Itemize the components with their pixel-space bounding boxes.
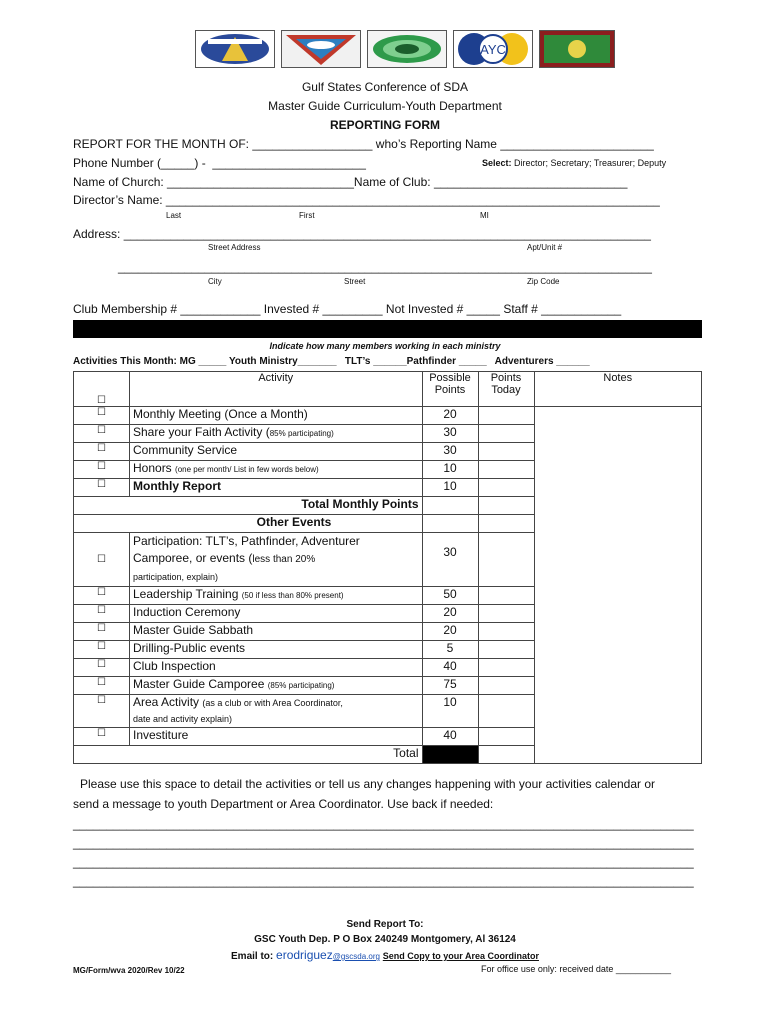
label-first: First (299, 211, 315, 220)
mailing-address: GSC Youth Dep. P O Box 240249 Montgomery, Al 36124 (254, 934, 516, 945)
office-use: For office use only: received date ___________ (481, 964, 671, 974)
possible-points: 10 (422, 461, 478, 479)
checkbox[interactable]: ☐ (74, 695, 130, 728)
header-points-today: Points Today (478, 372, 534, 407)
points-today-cell[interactable] (478, 587, 534, 605)
possible-points: 40 (422, 728, 478, 746)
checkbox[interactable]: ☐ (74, 659, 130, 677)
details-blank-3[interactable]: _____________________________________________________________________________________________ (73, 855, 694, 869)
checkbox[interactable]: ☐ (74, 728, 130, 746)
activity-name: Induction Ceremony (130, 605, 423, 623)
details-blank-4[interactable]: _____________________________________________________________________________________________ (73, 874, 694, 888)
points-today-cell[interactable] (478, 425, 534, 443)
pathfinder-logo-icon (281, 30, 361, 68)
activity-name: Community Service (130, 443, 423, 461)
activity-name: Area Activity (as a club or with Area Coordinator, date and activity explain) (130, 695, 423, 728)
checkbox[interactable]: ☐ (74, 443, 130, 461)
points-today-cell[interactable] (478, 695, 534, 728)
table-row (74, 407, 702, 425)
director-name-field[interactable]: Director’s Name: __________________________________________________________________________ (73, 193, 660, 207)
ministry-logo-icon (367, 30, 447, 68)
instruction: Indicate how many members working in each ministry (269, 341, 501, 351)
notes-cell[interactable] (534, 407, 702, 764)
send-report-to: Send Report To: (346, 919, 424, 930)
ayc-logo-icon (453, 30, 533, 68)
header-possible-points: Possible Points (422, 372, 478, 407)
points-today-cell[interactable] (478, 728, 534, 746)
points-today-cell[interactable] (478, 677, 534, 695)
header-logos (195, 30, 615, 68)
points-today-cell[interactable] (478, 461, 534, 479)
activity-name: Monthly Report (130, 479, 423, 497)
total-label: Total (130, 746, 423, 764)
points-today-cell[interactable] (478, 533, 534, 587)
label-last: Last (166, 211, 182, 220)
activity-name: Club Inspection (130, 659, 423, 677)
activities-table (73, 371, 702, 764)
activity-name: Participation: TLT’s, Pathfinder, Adventurer Camporee, or events (less than 20% participation, explain) (130, 533, 423, 587)
master-guide-logo-icon (195, 30, 275, 68)
email-link[interactable]: erodriguez@gscsda.org (276, 948, 380, 962)
activity-name: Monthly Meeting (Once a Month) (130, 407, 423, 425)
possible-points: 30 (422, 443, 478, 461)
points-today-cell[interactable] (478, 659, 534, 677)
select-role[interactable] (482, 158, 666, 168)
activity-name: Leadership Training (50 if less than 80% present) (130, 587, 423, 605)
details-blank-1[interactable]: _____________________________________________________________________________________________ (73, 817, 694, 831)
possible-points: 30 (422, 425, 478, 443)
activity-name: Master Guide Sabbath (130, 623, 423, 641)
checkbox[interactable]: ☐ (74, 677, 130, 695)
form-title: REPORTING FORM (330, 118, 440, 132)
header-checkbox: ☐ (74, 372, 130, 407)
email-line (0, 948, 770, 962)
activity-name: Master Guide Camporee (85% participating) (130, 677, 423, 695)
activity-name: Honors (one per month/ List in few words below) (130, 461, 423, 479)
divider-bar (73, 320, 702, 338)
label-apt-unit: Apt/Unit # (527, 243, 563, 252)
label-street: Street (344, 277, 366, 286)
copy-note: Send Copy to your Area Coordinator (382, 951, 539, 961)
possible-points: 10 (422, 695, 478, 728)
possible-points: 75 (422, 677, 478, 695)
address-field[interactable]: Address: _______________________________________________________________________________ (73, 227, 651, 241)
form-id: MG/Form/wva 2020/Rev 10/22 (73, 966, 185, 975)
membership-field[interactable]: Club Membership # ____________ Invested # _________ Not Invested # _____ Staff # ____________ (73, 302, 622, 316)
checkbox[interactable]: ☐ (74, 479, 130, 497)
checkbox[interactable]: ☐ (74, 605, 130, 623)
header-notes: Notes (534, 372, 702, 407)
select-options: Director; Secretary; Treasurer; Deputy (514, 158, 667, 168)
activities-summary[interactable]: Activities This Month: MG _____ Youth Ministry_______ TLT’s ______Pathfinder _____ Adventurers ______ (73, 356, 590, 367)
possible-points: 30 (422, 533, 478, 587)
email-label: Email to: (231, 951, 274, 962)
label-street-address: Street Address (208, 243, 261, 252)
conference-logo-icon (539, 30, 615, 68)
label-mi: MI (480, 211, 489, 220)
checkbox[interactable]: ☐ (74, 533, 130, 587)
checkbox[interactable]: ☐ (74, 425, 130, 443)
activity-name: Share your Faith Activity (85% participating) (130, 425, 423, 443)
department-name: Master Guide Curriculum-Youth Department (268, 99, 502, 113)
label-city: City (208, 277, 222, 286)
phone-field[interactable]: Phone Number (_____) - _______________________ (73, 156, 366, 170)
details-line1: Please use this space to detail the activities or tell us any changes happening with your activities calendar or (80, 777, 655, 791)
total-today-cell[interactable] (478, 746, 534, 764)
points-today-cell[interactable] (478, 407, 534, 425)
points-today-cell[interactable] (478, 443, 534, 461)
total-monthly-cell[interactable] (478, 497, 534, 515)
possible-points: 20 (422, 623, 478, 641)
points-today-cell[interactable] (478, 605, 534, 623)
checkbox[interactable]: ☐ (74, 461, 130, 479)
org-name: Gulf States Conference of SDA (301, 80, 469, 94)
possible-points: 10 (422, 479, 478, 497)
select-label: Select: (482, 158, 512, 168)
activity-name: Drilling-Public events (130, 641, 423, 659)
points-today-cell[interactable] (478, 641, 534, 659)
details-blank-2[interactable]: _____________________________________________________________________________________________ (73, 836, 694, 850)
other-events-label: Other Events (130, 515, 423, 533)
checkbox[interactable]: ☐ (74, 407, 130, 425)
details-line2: send a message to youth Department or Area Coordinator. Use back if needed: (73, 797, 494, 811)
label-zip: Zip Code (527, 277, 560, 286)
possible-points: 5 (422, 641, 478, 659)
possible-points: 40 (422, 659, 478, 677)
svg-text:AYC: AYC (480, 42, 506, 57)
header-activity: Activity (130, 372, 423, 407)
possible-points: 20 (422, 407, 478, 425)
checkbox[interactable]: ☐ (74, 641, 130, 659)
checkbox[interactable]: ☐ (74, 623, 130, 641)
possible-points: 20 (422, 605, 478, 623)
church-club-field[interactable]: Name of Church: ____________________________Name of Club: _____________________________ (73, 175, 628, 189)
points-today-cell[interactable] (478, 479, 534, 497)
address-line2-field[interactable]: ________________________________________________________________________________ (118, 260, 652, 274)
points-today-cell[interactable] (478, 623, 534, 641)
total-points-cell (422, 746, 478, 764)
activity-name: Investiture (130, 728, 423, 746)
total-monthly-label: Total Monthly Points (130, 497, 423, 515)
report-month-field[interactable]: REPORT FOR THE MONTH OF: __________________ who’s Reporting Name _______________________ (73, 137, 654, 151)
possible-points: 50 (422, 587, 478, 605)
checkbox[interactable]: ☐ (74, 587, 130, 605)
